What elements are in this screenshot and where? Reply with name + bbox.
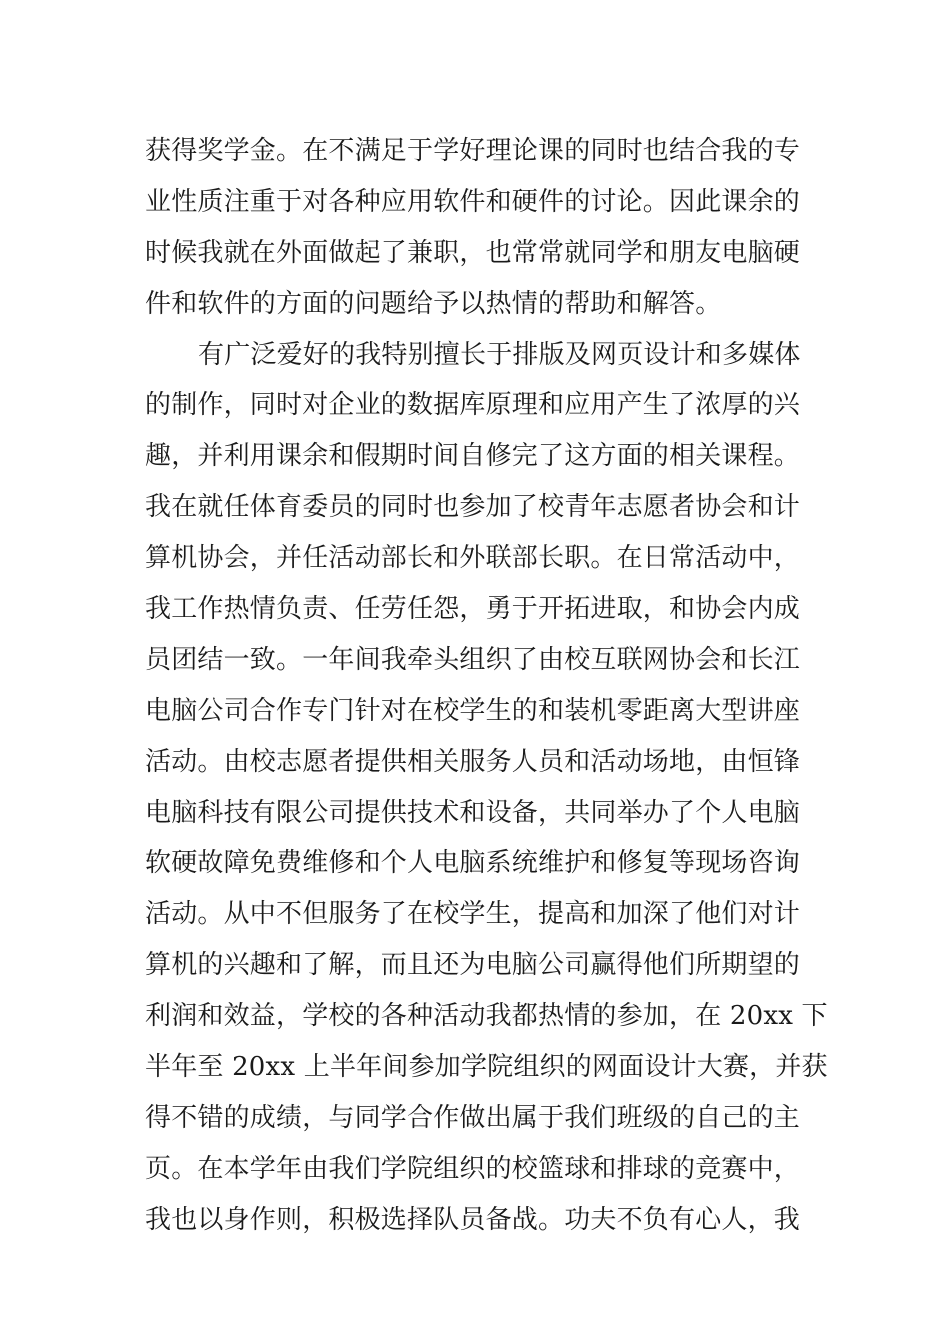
text-line: 我工作热情负责、任劳任怨，勇于开拓进取，和协会内成	[145, 594, 801, 625]
text-line: 电脑科技有限公司提供技术和设备，共同举办了个人电脑	[145, 797, 801, 828]
body-text	[145, 126, 828, 1246]
text-line: 利润和效益，学校的各种活动我都热情的参加，在 20xx 下	[145, 1001, 828, 1032]
text-line: 件和软件的方面的问题给予以热情的帮助和解答。	[145, 288, 722, 319]
text-line: 半年至 20xx 上半年间参加学院组织的网面设计大赛，并获	[145, 1052, 828, 1083]
text-line: 算机的兴趣和了解，而且还为电脑公司赢得他们所期望的	[145, 950, 801, 981]
text-line: 软硬故障免费维修和个人电脑系统维护和修复等现场咨询	[145, 848, 801, 879]
text-line: 得不错的成绩，与同学合作做出属于我们班级的自己的主	[145, 1102, 801, 1133]
text-line: 趣，并利用课余和假期时间自修完了这方面的相关课程。	[145, 441, 801, 472]
text-line: 算机协会，并任活动部长和外联部长职。在日常活动中，	[145, 543, 801, 574]
text-line: 的制作，同时对企业的数据库原理和应用产生了浓厚的兴	[145, 390, 801, 421]
paragraph-first-line: 有广泛爱好的我特别擅长于排版及网页设计和多媒体	[198, 339, 801, 370]
text-line: 我在就任体育委员的同时也参加了校青年志愿者协会和计	[145, 492, 801, 523]
text-line: 页。在本学年由我们学院组织的校篮球和排球的竞赛中，	[145, 1153, 801, 1184]
text-line: 员团结一致。一年间我牵头组织了由校互联网协会和长江	[145, 644, 801, 675]
text-line: 我也以身作则，积极选择队员备战。功夫不负有心人，我	[145, 1204, 801, 1235]
text-line: 电脑公司合作专门针对在校学生的和装机零距离大型讲座	[145, 695, 801, 726]
text-line: 时候我就在外面做起了兼职，也常常就同学和朋友电脑硬	[145, 237, 801, 268]
text-line: 活动。由校志愿者提供相关服务人员和活动场地，由恒锋	[145, 746, 801, 777]
text-line: 活动。从中不但服务了在校学生，提高和加深了他们对计	[145, 899, 801, 930]
text-line: 业性质注重于对各种应用软件和硬件的讨论。因此课余的	[145, 186, 801, 217]
text-line: 获得奖学金。在不满足于学好理论课的同时也结合我的专	[145, 136, 801, 166]
